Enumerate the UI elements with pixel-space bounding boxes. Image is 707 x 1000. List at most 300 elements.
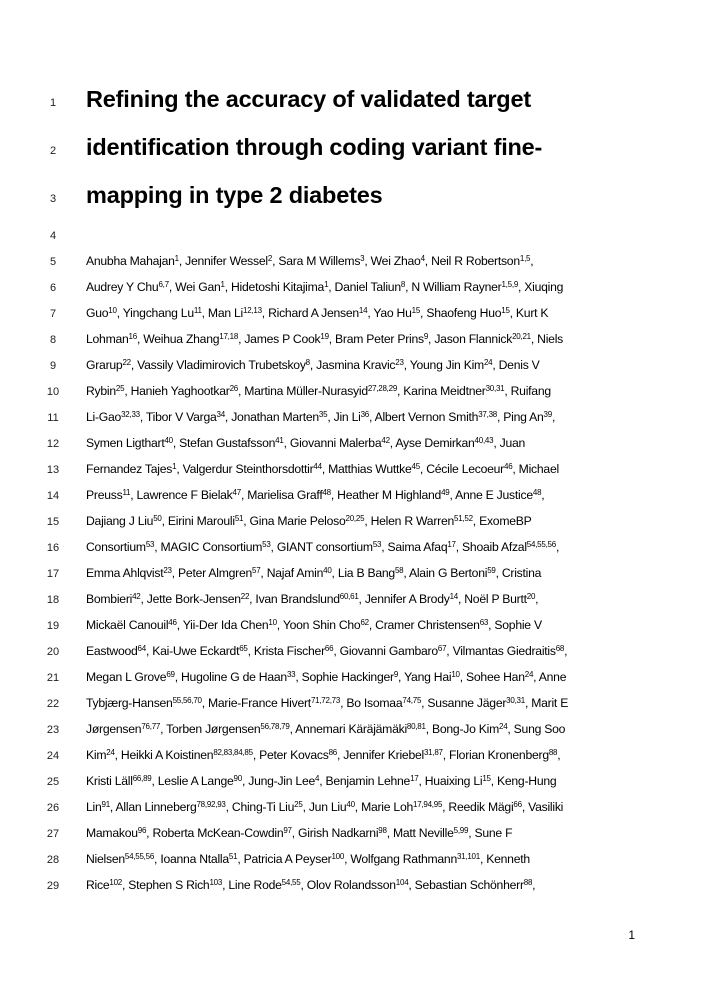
author-line-text [86, 644, 567, 658]
affiliation-superscript: 54,55,56 [124, 852, 155, 861]
affiliation-superscript: 90 [233, 774, 242, 783]
author-text: , Annemari Käräjämäki [289, 722, 407, 736]
author-text: , Yang Hai [398, 670, 452, 684]
author-text: Kim [86, 748, 107, 762]
affiliation-superscript: 10 [451, 670, 460, 679]
author-text: Bombieri [86, 592, 133, 606]
author-text: Tybjærg-Hansen [86, 696, 173, 710]
author-text: , Florian Kronenberg [442, 748, 549, 762]
author-text: , Helen R Warren [364, 514, 455, 528]
line-number: 29 [46, 880, 60, 892]
affiliation-superscript: 96 [137, 826, 147, 835]
affiliation-superscript: 8 [400, 280, 406, 289]
author-text: , Stefan Gustafsson [172, 436, 276, 450]
line-number: 15 [46, 516, 60, 528]
author-text: , Hugoline G de Haan [174, 670, 287, 684]
affiliation-superscript: 98 [378, 826, 387, 835]
author-line-text [86, 748, 560, 762]
affiliation-superscript: 25 [294, 800, 303, 809]
author-line-text [86, 280, 563, 294]
affiliation-superscript: 5,99 [453, 826, 469, 835]
author-line-text [86, 462, 559, 476]
author-text: , Wei Zhao [364, 254, 421, 268]
author-line-text [86, 800, 563, 814]
author-text: , Wei Gan [168, 280, 221, 294]
affiliation-superscript: 4 [315, 774, 320, 783]
author-line-text [86, 254, 533, 268]
affiliation-superscript: 22 [122, 358, 131, 367]
author-text: , Young Jin Kim [403, 358, 484, 372]
affiliation-superscript: 23 [395, 358, 404, 367]
affiliation-superscript: 24 [106, 748, 115, 757]
affiliation-superscript: 37,38 [478, 410, 497, 419]
author-line-text [86, 514, 532, 528]
affiliation-superscript: 40 [164, 436, 173, 445]
author-text: Symen Ligthart [86, 436, 165, 450]
line-number: 18 [46, 594, 60, 606]
line-number: 26 [46, 802, 60, 814]
affiliation-superscript: 42 [381, 436, 390, 445]
affiliation-superscript: 64 [137, 644, 146, 653]
affiliation-superscript: 53 [372, 540, 382, 549]
affiliation-superscript: 86 [328, 748, 337, 757]
author-text: , Sophie Hackinger [295, 670, 394, 684]
line-number: 12 [46, 438, 60, 450]
author-text: , Ivan Brandslund [249, 592, 340, 606]
affiliation-superscript: 40,43 [474, 436, 494, 445]
author-text: Lin [86, 800, 102, 814]
line-number: 25 [46, 776, 60, 788]
author-text: , Giovanni Gambaro [333, 644, 438, 658]
affiliation-superscript: 22 [240, 592, 250, 601]
author-text: , Bong-Jo Kim [425, 722, 499, 736]
affiliation-superscript: 26 [229, 384, 238, 393]
affiliation-superscript: 104 [395, 878, 409, 887]
author-text: , Jason Flannick [428, 332, 513, 346]
affiliation-superscript: 14 [449, 592, 458, 601]
author-text: , Xiuqing [518, 280, 564, 294]
line-number: 20 [46, 646, 60, 658]
author-text: , Huaixing Li [418, 774, 483, 788]
affiliation-superscript: 58 [394, 566, 404, 575]
author-text: , Sebastian Schönherr [408, 878, 524, 892]
author-text: , Vasiliki [521, 800, 564, 814]
author-text: , Hidetoshi Kitajima [224, 280, 325, 294]
affiliation-superscript: 50 [153, 514, 162, 523]
author-text: , Lawrence F Bielak [130, 488, 233, 502]
affiliation-superscript: 80,81 [406, 722, 426, 731]
author-text: Mamakou [86, 826, 138, 840]
author-text: , Gina Marie Peloso [243, 514, 346, 528]
affiliation-superscript: 32,33 [121, 410, 140, 419]
affiliation-superscript: 46 [504, 462, 513, 471]
line-number: 16 [46, 542, 60, 554]
author-text: Mickaël Canouil [86, 618, 169, 632]
author-line-text [86, 618, 542, 632]
author-text: , Shaofeng Huo [420, 306, 502, 320]
affiliation-superscript: 41 [275, 436, 284, 445]
affiliation-superscript: 14 [358, 306, 368, 315]
author-text: , Heather M Highland [330, 488, 442, 502]
affiliation-superscript: 1,5 [519, 254, 531, 263]
affiliation-superscript: 11 [122, 488, 131, 497]
author-text: , Matthias Wuttke [321, 462, 412, 476]
author-line-text [86, 670, 566, 684]
author-text: Consortium [86, 540, 146, 554]
page-number: 1 [628, 928, 635, 942]
author-text: , Kai-Uwe Eckardt [145, 644, 240, 658]
author-text: , Torben Jørgensen [160, 722, 261, 736]
affiliation-superscript: 42 [132, 592, 141, 601]
author-text: , Susanne Jäger [421, 696, 507, 710]
affiliation-superscript: 51 [228, 852, 238, 861]
author-text: , Sung Soo [507, 722, 566, 736]
affiliation-superscript: 24 [483, 358, 493, 367]
author-text: , Alain G Bertoni [403, 566, 488, 580]
affiliation-superscript: 63 [479, 618, 489, 627]
author-text: , Lia B Bang [331, 566, 395, 580]
affiliation-superscript: 59 [487, 566, 496, 575]
line-number: 2 [49, 145, 57, 157]
author-text: Guo [86, 306, 109, 320]
line-number: 6 [49, 282, 57, 294]
author-text: , Sophie V [488, 618, 542, 632]
author-text: , Najaf Amin [260, 566, 324, 580]
author-text: , Vilmantas Giedraitis [446, 644, 556, 658]
affiliation-superscript: 8 [305, 358, 310, 367]
author-line-text [86, 358, 540, 372]
affiliation-superscript: 17 [447, 540, 456, 549]
author-line-text [86, 566, 541, 580]
line-number: 28 [46, 854, 60, 866]
author-text: , Yingchang Lu [116, 306, 194, 320]
affiliation-superscript: 69 [166, 670, 175, 679]
author-text: , Jonathan Marten [224, 410, 319, 424]
affiliation-superscript: 56,78,79 [260, 722, 290, 731]
author-text: , Cécile Lecoeur [419, 462, 504, 476]
affiliation-superscript: 102 [109, 878, 122, 887]
author-text: , Leslie A Lange [151, 774, 234, 788]
author-text: , Sohee Han [459, 670, 525, 684]
author-line-text [86, 488, 544, 502]
author-text: , [564, 644, 568, 658]
affiliation-superscript: 17 [410, 774, 419, 783]
line-number: 13 [46, 464, 60, 476]
affiliation-superscript: 74,75 [402, 696, 422, 705]
affiliation-superscript: 27,28,29 [367, 384, 398, 393]
line-number: 14 [46, 490, 60, 502]
affiliation-superscript: 15 [501, 306, 510, 315]
affiliation-superscript: 31,101 [456, 852, 480, 861]
affiliation-superscript: 11 [193, 306, 202, 315]
line-number: 7 [49, 308, 57, 320]
author-text: , Benjamin Lehne [319, 774, 411, 788]
author-text: , Anne [533, 670, 567, 684]
affiliation-superscript: 17,18 [219, 332, 239, 341]
line-number: 11 [47, 412, 59, 424]
affiliation-superscript: 45 [411, 462, 420, 471]
affiliation-superscript: 48 [532, 488, 542, 497]
author-text: , Albert Vernon Smith [368, 410, 479, 424]
author-text: , Ruifang [504, 384, 551, 398]
author-text: , Michael [512, 462, 559, 476]
author-text: , Richard A Jensen [261, 306, 359, 320]
author-text: , Peter Almgren [171, 566, 253, 580]
affiliation-superscript: 31,87 [423, 748, 443, 757]
author-text: Emma Ahlqvist [86, 566, 164, 580]
affiliation-superscript: 57 [252, 566, 261, 575]
affiliation-superscript: 91 [101, 800, 110, 809]
affiliation-superscript: 103 [209, 878, 223, 887]
line-number: 8 [49, 334, 57, 346]
author-text: , Niels [530, 332, 564, 346]
line-number: 3 [49, 193, 57, 205]
affiliation-superscript: 1 [174, 254, 179, 263]
author-text: , [535, 592, 539, 606]
affiliation-superscript: 30,31 [506, 696, 525, 705]
line-number: 24 [46, 750, 60, 762]
author-text: , Ching-Ti Liu [225, 800, 295, 814]
line-number: 19 [46, 620, 60, 632]
author-text: Rice [86, 878, 110, 892]
affiliation-superscript: 46 [168, 618, 177, 627]
author-text: , [530, 254, 534, 268]
affiliation-superscript: 53 [262, 540, 271, 549]
affiliation-superscript: 3 [360, 254, 365, 263]
line-number: 23 [46, 724, 60, 736]
author-text: , Jasmina Kravic [309, 358, 396, 372]
author-text: , Ping An [497, 410, 544, 424]
author-text: , Noël P Burtt [457, 592, 527, 606]
author-line-text [86, 826, 512, 840]
affiliation-superscript: 49 [441, 488, 450, 497]
author-text: , Giovanni Malerba [283, 436, 382, 450]
line-number: 27 [46, 828, 60, 840]
author-text: , [541, 488, 545, 502]
affiliation-superscript: 36 [360, 410, 369, 419]
author-line-text [86, 306, 548, 320]
author-text: , Marielisa Graff [240, 488, 323, 502]
author-text: , Kurt K [509, 306, 549, 320]
author-line-text [86, 878, 535, 892]
author-text: , Jung-Jin Lee [241, 774, 316, 788]
author-text: , Line Rode [222, 878, 282, 892]
affiliation-superscript: 62 [360, 618, 369, 627]
affiliation-superscript: 88 [548, 748, 558, 757]
author-text: , [555, 540, 560, 554]
author-text: , Sune F [468, 826, 513, 840]
author-text: , Cramer Christensen [368, 618, 480, 632]
author-text: , Valgerdur Steinthorsdottir [176, 462, 314, 476]
author-text: , Reedik Mägi [442, 800, 514, 814]
author-text: Jørgensen [86, 722, 142, 736]
affiliation-superscript: 97 [283, 826, 292, 835]
author-text: , Juan [493, 436, 526, 450]
author-text: , Peter Kovacs [252, 748, 329, 762]
affiliation-superscript: 40 [346, 800, 355, 809]
author-text: , ExomeBP [472, 514, 532, 528]
affiliation-superscript: 1,5,9 [501, 280, 519, 289]
author-line-text [86, 696, 568, 710]
author-text: , Jennifer Kriebel [337, 748, 424, 762]
affiliation-superscript: 1 [324, 280, 329, 289]
author-text: Rybin [86, 384, 116, 398]
author-text: , Bram Peter Prins [328, 332, 424, 346]
author-text: , [557, 748, 561, 762]
author-text: , [551, 410, 556, 424]
author-text: , Marit E [524, 696, 569, 710]
author-text: , Kenneth [479, 852, 530, 866]
affiliation-superscript: 17,94,95 [413, 800, 443, 809]
line-number: 9 [49, 360, 57, 372]
author-text: Kristi Läll [86, 774, 133, 788]
author-text: Audrey Y Chu [86, 280, 159, 294]
affiliation-superscript: 55,56,70 [172, 696, 202, 705]
affiliation-superscript: 60,61 [339, 592, 359, 601]
author-line-text [86, 722, 565, 736]
author-text: , Olov Rolandsson [300, 878, 396, 892]
author-text: , Keng-Hung [490, 774, 557, 788]
affiliation-superscript: 1 [172, 462, 177, 471]
author-line-text [86, 410, 555, 424]
affiliation-superscript: 88 [523, 878, 533, 887]
author-text: Li-Gao [86, 410, 122, 424]
author-line-text [86, 540, 559, 554]
affiliation-superscript: 48 [322, 488, 331, 497]
affiliation-superscript: 67 [437, 644, 447, 653]
affiliation-superscript: 25 [115, 384, 125, 393]
affiliation-superscript: 35 [318, 410, 328, 419]
author-text: , Vassily Vladimirovich Trubetskoy [130, 358, 306, 372]
affiliation-superscript: 4 [420, 254, 425, 263]
affiliation-superscript: 20,25 [345, 514, 365, 523]
author-text: , Yii-Der Ida Chen [176, 618, 269, 632]
author-text: , Tibor V Varga [139, 410, 217, 424]
affiliation-superscript: 66 [513, 800, 522, 809]
affiliation-superscript: 76,77 [141, 722, 161, 731]
affiliation-superscript: 54,55 [281, 878, 301, 887]
affiliation-superscript: 16 [128, 332, 137, 341]
author-line-text [86, 774, 556, 788]
author-text: , Hanieh Yaghootkar [124, 384, 230, 398]
author-text: , Man Li [201, 306, 244, 320]
author-text: , Yoon Shin Cho [276, 618, 361, 632]
affiliation-superscript: 82,83,84,85 [213, 748, 253, 757]
title-text: mapping in type 2 diabetes [86, 182, 383, 208]
affiliation-superscript: 23 [163, 566, 172, 575]
affiliation-superscript: 100 [331, 852, 345, 861]
affiliation-superscript: 65 [239, 644, 248, 653]
affiliation-superscript: 20 [526, 592, 536, 601]
line-number: 10 [46, 386, 60, 398]
affiliation-superscript: 10 [268, 618, 277, 627]
affiliation-superscript: 54,55,56 [526, 540, 556, 549]
author-text: Eastwood [86, 644, 138, 658]
author-text: , Girish Nadkarni [291, 826, 379, 840]
author-text: Lohman [86, 332, 129, 346]
author-text: , Sara M Willems [272, 254, 361, 268]
author-text: Grarup [86, 358, 123, 372]
author-text: , Cristina [495, 566, 542, 580]
line-number: 5 [49, 256, 57, 268]
affiliation-superscript: 78,92,93 [196, 800, 226, 809]
author-text: , Karina Meidtner [397, 384, 486, 398]
author-text: Dajiang J Liu [86, 514, 154, 528]
author-text: Anubha Mahajan [86, 254, 175, 268]
affiliation-superscript: 30,31 [485, 384, 505, 393]
author-text: , Anne E Justice [449, 488, 533, 502]
affiliation-superscript: 9 [393, 670, 399, 679]
affiliation-superscript: 24 [499, 722, 508, 731]
affiliation-superscript: 53 [145, 540, 155, 549]
author-line-text [86, 852, 530, 866]
affiliation-superscript: 51,52 [454, 514, 473, 523]
author-text: , Roberta McKean-Cowdin [146, 826, 284, 840]
affiliation-superscript: 34 [216, 410, 225, 419]
author-text: , Jette Bork-Jensen [140, 592, 241, 606]
line-number: 17 [46, 568, 60, 580]
affiliation-superscript: 66 [324, 644, 334, 653]
author-text: Megan L Grove [86, 670, 167, 684]
author-text: , Jun Liu [302, 800, 347, 814]
author-text: , Heikki A Koistinen [114, 748, 214, 762]
author-line-text [86, 384, 551, 398]
line-number: 22 [46, 698, 60, 710]
author-text: , Marie-France Hivert [201, 696, 311, 710]
author-text: , Weihua Zhang [136, 332, 220, 346]
author-text: , GIANT consortium [270, 540, 373, 554]
author-text: , Eirini Marouli [161, 514, 235, 528]
author-text: , Jin Li [327, 410, 361, 424]
author-line-text [86, 436, 525, 450]
affiliation-superscript: 12,13 [243, 306, 262, 315]
author-text: , Krista Fischer [247, 644, 325, 658]
author-text: , Jennifer Wessel [178, 254, 268, 268]
title-text: Refining the accuracy of validated target [86, 86, 531, 112]
line-number: 1 [49, 97, 57, 109]
author-text: Nielsen [86, 852, 125, 866]
line-number: 21 [46, 672, 60, 684]
affiliation-superscript: 33 [286, 670, 296, 679]
author-text: , Patricia A Peyser [237, 852, 332, 866]
author-text: , MAGIC Consortium [154, 540, 263, 554]
affiliation-superscript: 6,7 [158, 280, 169, 289]
affiliation-superscript: 44 [313, 462, 322, 471]
author-text: Preuss [86, 488, 123, 502]
author-text: , Shoaib Afzal [455, 540, 527, 554]
affiliation-superscript: 10 [108, 306, 117, 315]
author-line-text [86, 592, 538, 606]
author-text: , Matt Neville [386, 826, 454, 840]
author-text: , Martina Müller-Nurasyid [237, 384, 368, 398]
affiliation-superscript: 15 [411, 306, 421, 315]
affiliation-superscript: 71,72,73 [310, 696, 341, 705]
affiliation-superscript: 9 [423, 332, 429, 341]
author-text: , Stephen S Rich [122, 878, 210, 892]
affiliation-superscript: 47 [232, 488, 241, 497]
affiliation-superscript: 20,21 [512, 332, 531, 341]
author-text: , Denis V [492, 358, 540, 372]
author-text: , Yao Hu [367, 306, 412, 320]
author-text: , Neil R Robertson [424, 254, 520, 268]
affiliation-superscript: 39 [543, 410, 552, 419]
author-text: , Allan Linneberg [109, 800, 197, 814]
author-text: Fernandez Tajes [86, 462, 173, 476]
author-text: , Ioanna Ntalla [154, 852, 229, 866]
author-text: , Marie Loh [354, 800, 414, 814]
author-text: , Daniel Taliun [328, 280, 401, 294]
author-text: , N William Rayner [405, 280, 502, 294]
